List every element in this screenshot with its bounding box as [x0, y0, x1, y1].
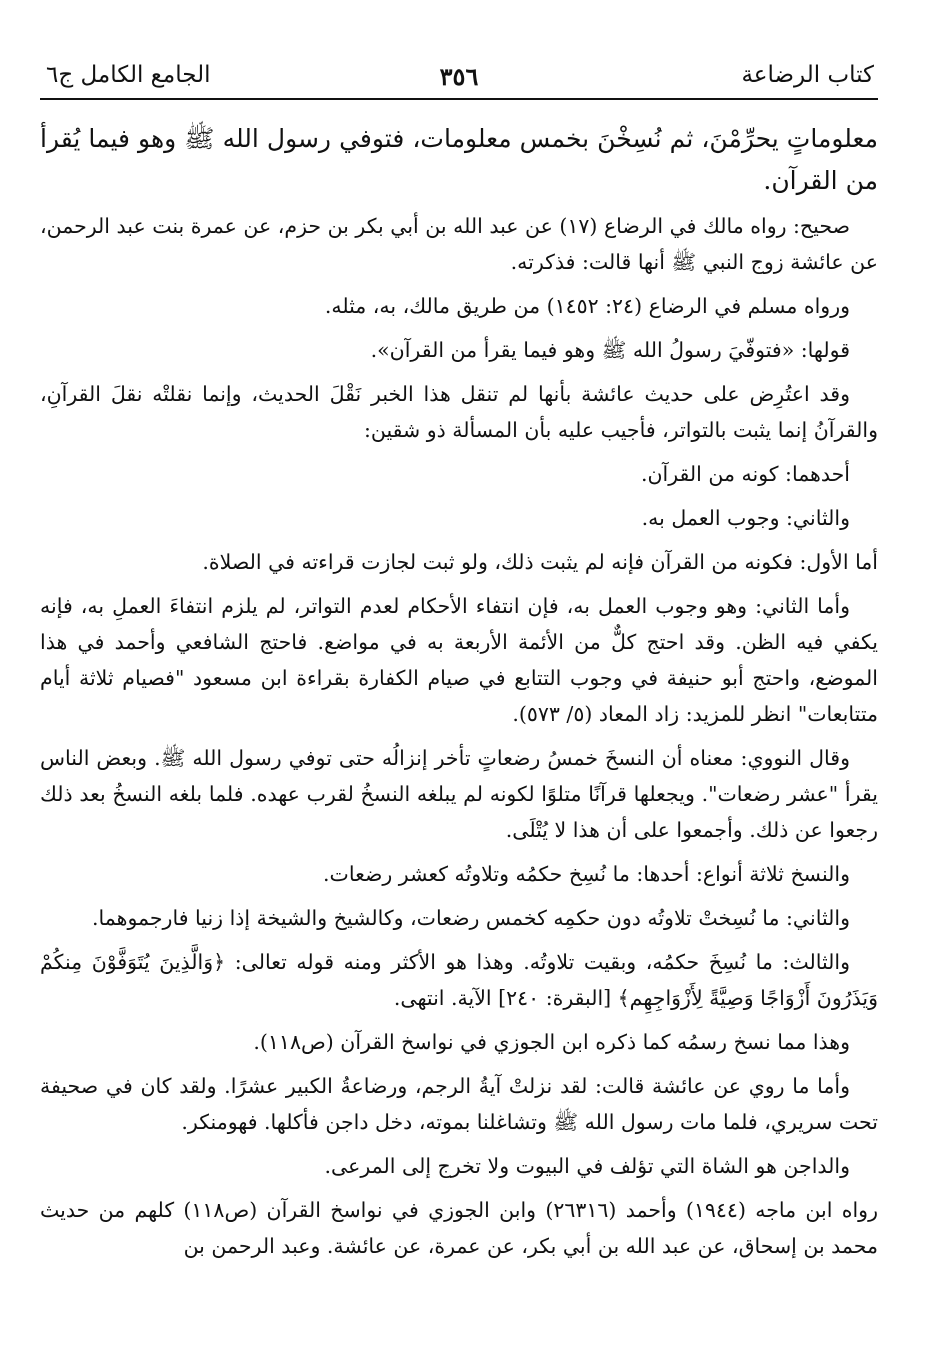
hadith-text: معلوماتٍ يحرِّمْنَ، ثم نُسِخْنَ بخمس معلومات، فتوفي رسول الله ﷺ وهو فيما يُقرأ من القرآن. [40, 124, 878, 195]
book-page [40, 0, 878, 1372]
paragraph: والثاني: ما نُسِختْ تلاوتُه دون حكمِه كخمس رضعات، وكالشيخ والشيخة إذا زنيا فارجموهما. [92, 906, 850, 930]
paragraph: والثالث: ما نُسِخَ حكمُه، وبقيت تلاوتُه. وهذا هو الأكثر ومنه قوله تعالى: ﴿وَالَّذِينَ يُتَوَفَّوْنَ مِنكُمْ وَيَذَرُونَ أَزْوَاجًا وَصِيَّةً لِأَزْوَاجِهِم﴾ [البقرة: ٢٤٠] الآية. انتهى. [40, 950, 878, 1010]
paragraph: أحدهما: كونه من القرآن. [640, 462, 850, 486]
paragraph: صحيح: رواه مالك في الرضاع (١٧) عن عبد الله بن أبي بكر بن حزم، عن عمرة بنت عبد الرحمن، عن عائشة زوج النبي ﷺ أنها قالت: فذكرته. [40, 214, 878, 274]
paragraph: قولها: «فتوفّيَ رسولُ الله ﷺ وهو فيما يقرأ من القرآن». [370, 338, 850, 362]
paragraph: رواه ابن ماجه (١٩٤٤) وأحمد (٢٦٣١٦) وابن الجوزي في نواسخ القرآن (ص١١٨) كلهم من حديث محمد بن إسحاق، عن عبد الله بن أبي بكر، عن عمرة، عن عائشة. وعبد الرحمن بن [40, 1198, 878, 1258]
paragraph: والداجن هو الشاة التي تؤلف في البيوت ولا تخرج إلى المرعى. [324, 1154, 850, 1178]
paragraph: أما الأول: فكونه من القرآن فإنه لم يثبت ذلك، ولو ثبت لجازت قراءته في الصلاة. [202, 550, 878, 574]
paragraph: وهذا مما نسخ رسمُه كما ذكره ابن الجوزي في نواسخ القرآن (ص١١٨). [253, 1030, 850, 1054]
page-number: ٣٥٦ [439, 62, 479, 91]
paragraph: وأما ما روي عن عائشة قالت: لقد نزلتْ آيةُ الرجم، ورضاعةُ الكبير عشرًا. ولقد كان في صحيفة تحت سريري، فلما مات رسول الله ﷺ وتشاغلنا بموته، دخل داجن فأكلها. فهومنكر. [40, 1074, 878, 1134]
book-section-title: كتاب الرضاعة [741, 62, 874, 88]
page-header [40, 58, 878, 100]
paragraph: والنسخ ثلاثة أنواع: أحدها: ما نُسِخ حكمُه وتلاوتُه كعشر رضعات. [323, 862, 850, 886]
paragraph: والثاني: وجوب العمل به. [641, 506, 850, 530]
paragraph: وقال النووي: معناه أن النسخَ خمسُ رضعاتٍ تأخر إنزالُه حتى توفي رسول الله ﷺ. وبعض الناس يقرأ "عشر رضعات". ويجعلها قرآنًا متلوًا لكونه لم يبلغه النسخُ لقرب عهده. فلما بلغه النسخُ بعد ذلك رجعوا عن ذلك. وأجمعوا على أن هذا لا يُتْلَى. [40, 746, 878, 842]
paragraph: ورواه مسلم في الرضاع (٢٤: ١٤٥٢) من طريق مالك، به، مثله. [324, 294, 850, 318]
book-title: الجامع الكامل ج٦ [46, 62, 211, 88]
paragraph: وقد اعتُرِض على حديث عائشة بأنها لم تنقل هذا الخبر نَقْلَ الحديث، وإنما نقلتْه نقلَ القرآنِ، والقرآنُ إنما يثبت بالتواتر، فأجيب عليه بأن المسألة ذو شقين: [40, 382, 878, 442]
paragraph: وأما الثاني: وهو وجوب العمل به، فإن انتفاء الأحكام لعدم التواتر، لم يلزم انتفاءَ العملِ به، فإنه يكفي فيه الظن. وقد احتج كلٌّ من الأئمة الأربعة به في مواضع. فاحتج الشافعي وأحمد في هذا الموضع، واحتج أبو حنيفة في وجوب التتابع في صيام الكفارة بقراءة ابن مسعود "فصيام ثلاثة أيام متتابعات" انظر للمزيد: زاد المعاد (٥/ ٥٧٣). [40, 594, 878, 726]
page-body [40, 118, 878, 1272]
